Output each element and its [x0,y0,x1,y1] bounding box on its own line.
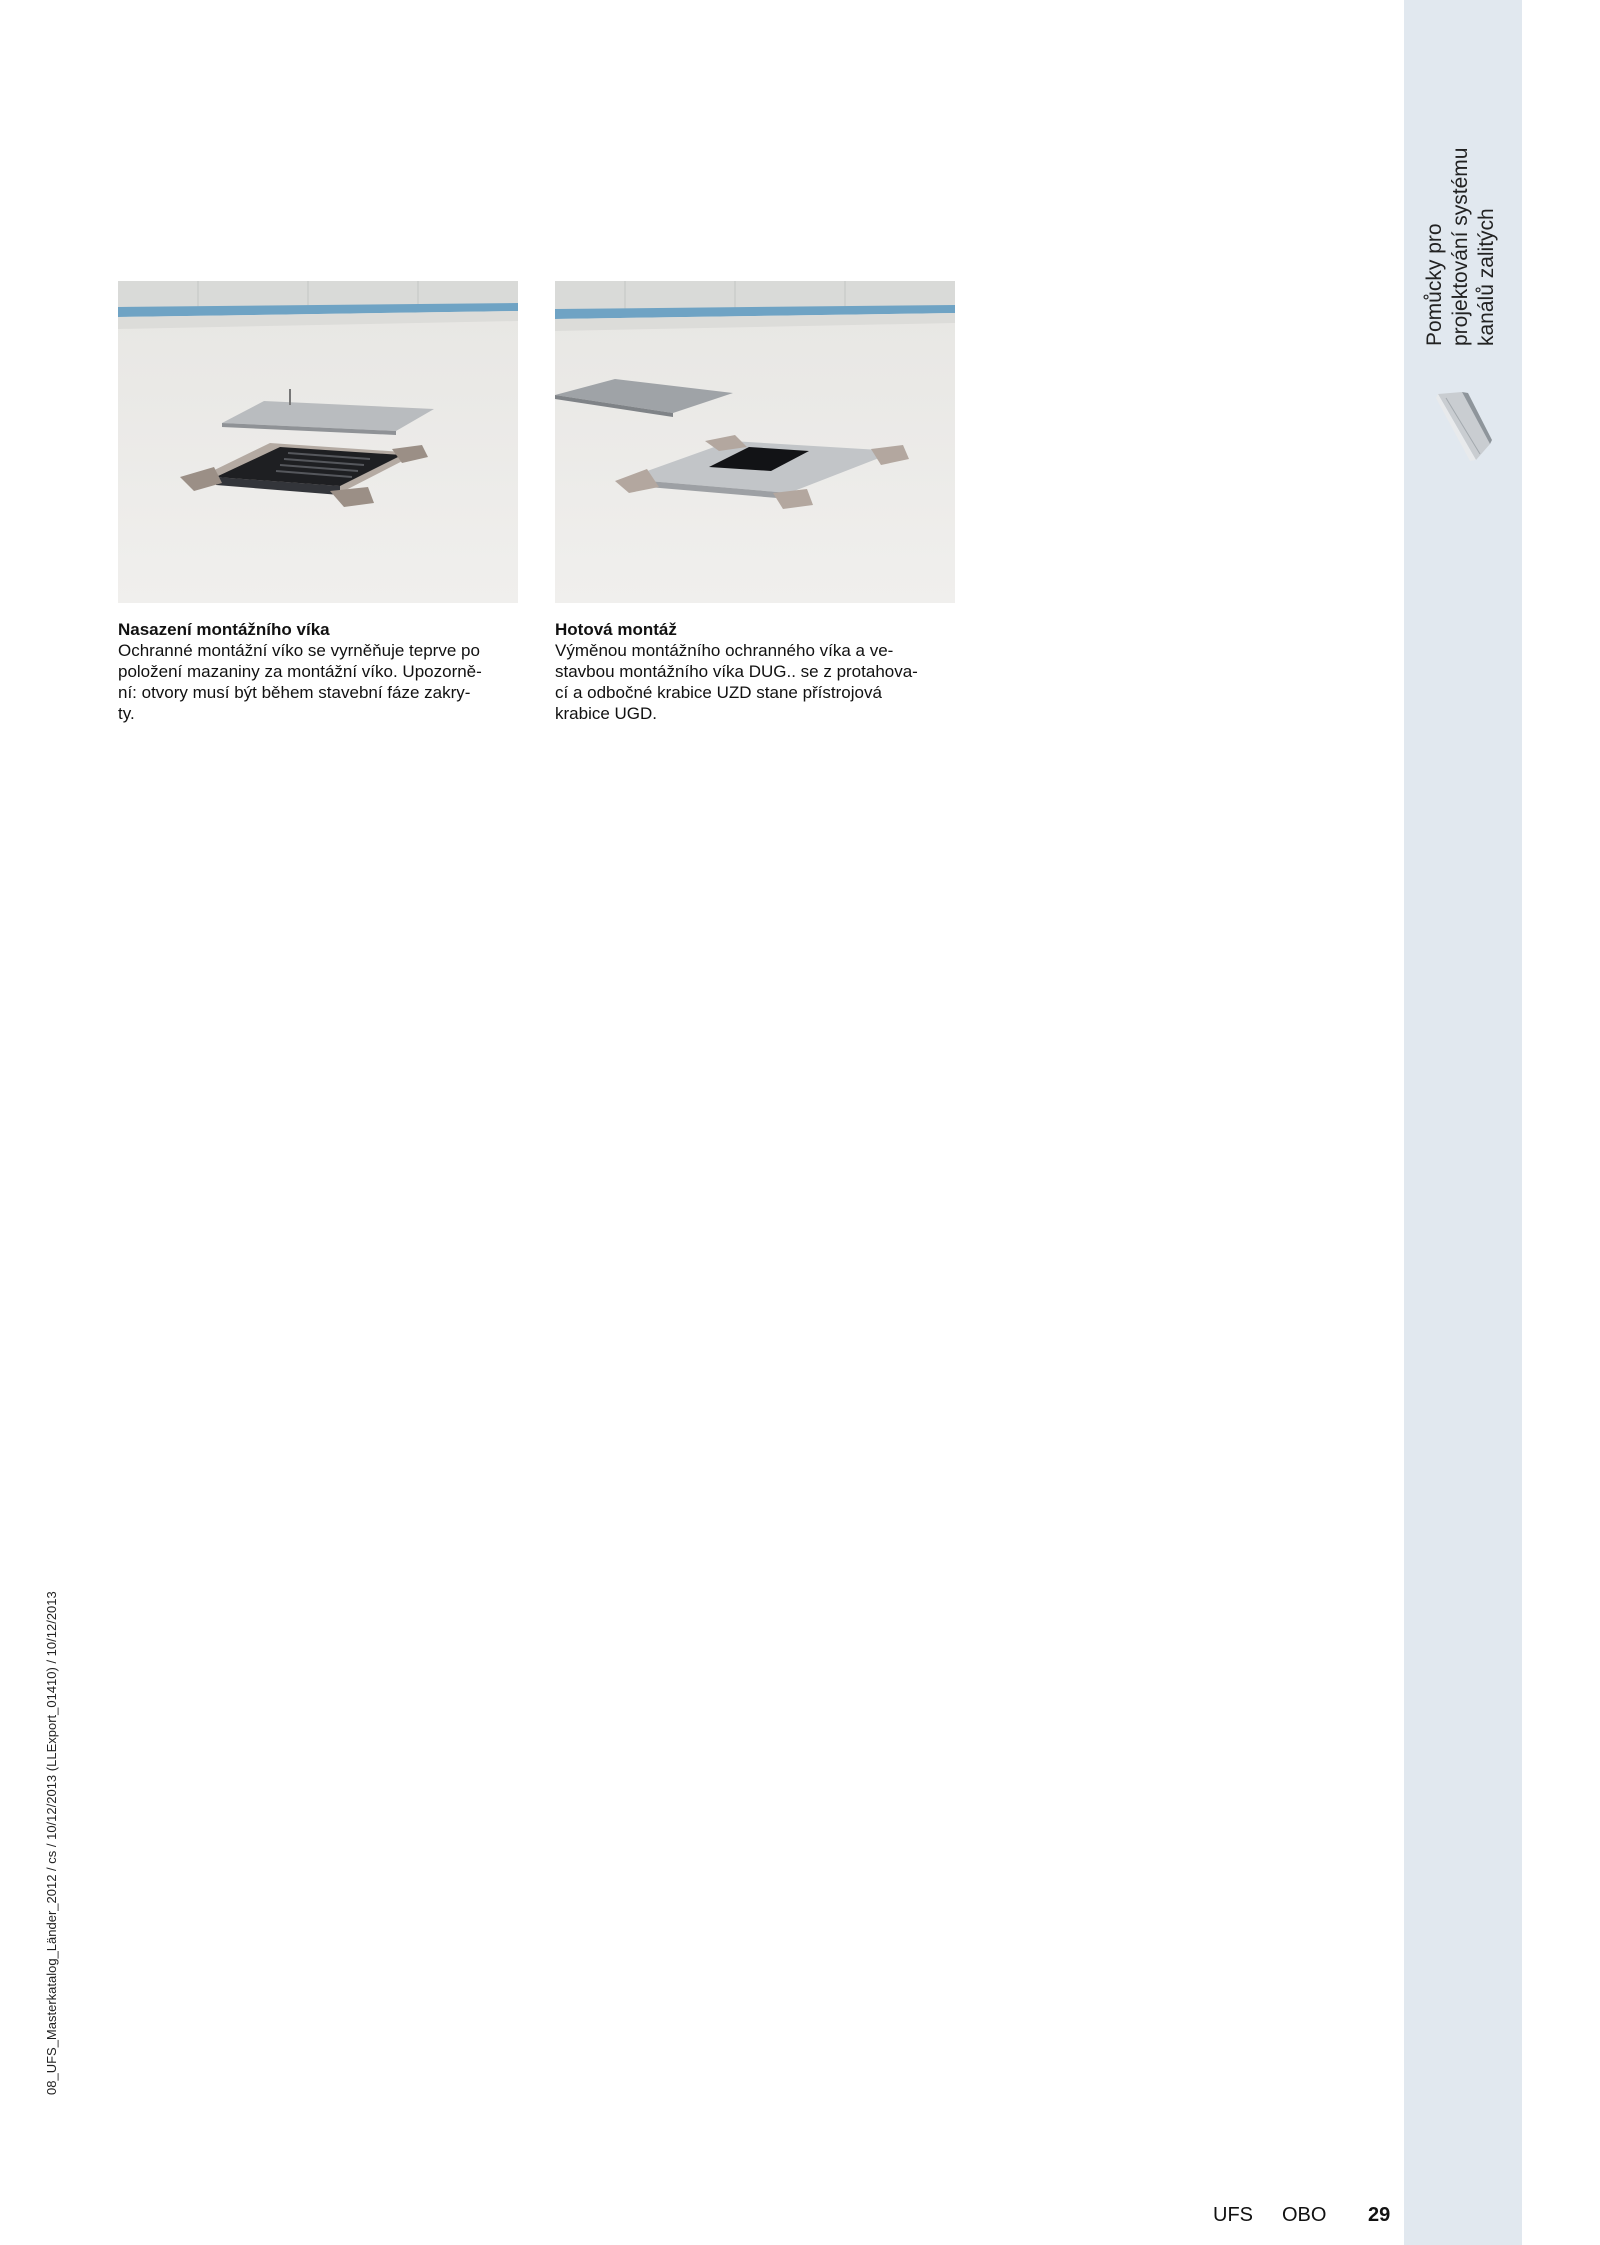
caption-line: položení mazaniny za montážní víko. Upozorně- [118,662,482,681]
footer-brand: OBO [1282,2204,1327,2226]
sidebar-title-line-3: kanálů zalitých [1475,208,1498,346]
caption-line: Ochranné montážní víko se vyrněňuje teprve po [118,641,480,660]
sidebar-title-line-1: Pomůcky pro [1423,223,1446,346]
photo-cover-lifted [118,281,518,603]
document-side-note: 08_UFS_Masterkatalog_Länder_2012 / cs / 10/12/2013 (LLExport_01410) / 10/12/2013 [44,1591,59,2095]
caption-title: Hotová montáž [555,620,677,639]
caption-finished-installation [555,619,960,724]
sidebar-title-line-2: projektování systému [1449,147,1472,346]
sidebar-title [1422,66,1500,346]
caption-line: krabice UGD. [555,704,658,723]
photo-finished-installation [555,281,955,603]
caption-line: Výměnou montážního ochranného víka a ve- [555,641,894,660]
caption-title: Nasazení montážního víka [118,620,330,639]
footer-page-number: 29 [1368,2204,1391,2226]
caption-line: stavbou montážního víka DUG.. se z protahova- [555,662,918,681]
caption-cover-lifted [118,619,523,724]
caption-line: ní: otvory musí být během stavební fáze zakry- [118,683,471,702]
channel-profile-icon [1436,390,1492,462]
caption-line: ty. [118,704,135,723]
caption-line: cí a odbočné krabice UZD stane přístrojová [555,683,882,702]
footer-product: UFS [1213,2204,1253,2226]
